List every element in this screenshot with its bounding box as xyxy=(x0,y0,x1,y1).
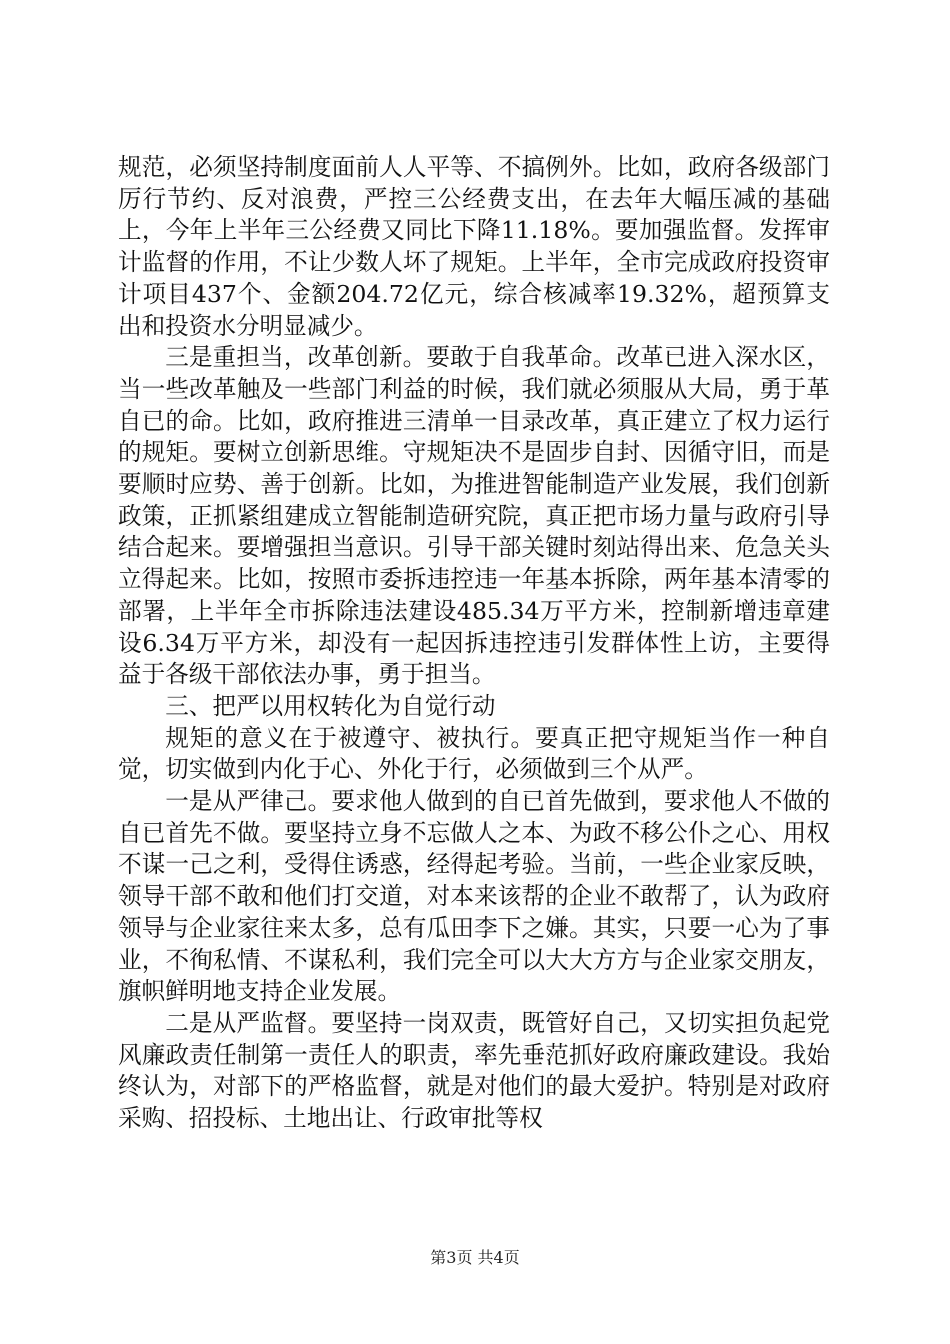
page-number-label: 第3页 共4页 xyxy=(430,1248,520,1267)
page-footer xyxy=(0,1248,950,1268)
paragraph-continued: 规范，必须坚持制度面前人人平等、不搞例外。比如，政府各级部门厉行节约、反对浪费，严控三公经费支出，在去年大幅压减的基础上，今年上半年三公经费又同比下降11.18%。要加强监督。发挥审计监督的作用，不让少数人坏了规矩。上半年，全市完成政府投资审计项目437个、金额204.72亿元，综合核减率19.32%，超预算支出和投资水分明显减少。 xyxy=(118,153,830,340)
paragraph-supervision: 二是从严监督。要坚持一岗双责，既管好自己，又切实担负起党风廉政责任制第一责任人的职责，率先垂范抓好政府廉政建设。我始终认为，对部下的严格监督，就是对他们的最大爱护。特别是对政府采购、招投标、土地出让、行政审批等权 xyxy=(118,1008,830,1133)
document-body xyxy=(118,152,830,1135)
paragraph-self-discipline: 一是从严律己。要求他人做到的自已首先做到，要求他人不做的自已首先不做。要坚持立身不忘做人之本、为政不移公仆之心、用权不谋一己之利，受得住诱惑，经得起考验。当前，一些企业家反映，领导干部不敢和他们打交道，对本来该帮的企业不敢帮了，认为政府领导与企业家往来太多，总有瓜田李下之嫌。其实，只要一心为了事业，不徇私情、不谋私利，我们完全可以大大方方与企业家交朋友，旗帜鲜明地支持企业发展。 xyxy=(118,787,830,1006)
section-heading: 三、把严以用权转化为自觉行动 xyxy=(165,691,496,720)
paragraph-rules-meaning: 规矩的意义在于被遵守、被执行。要真正把守规矩当作一种自觉，切实做到内化于心、外化于行，必须做到三个从严。 xyxy=(118,723,830,784)
paragraph-reform-innovation: 三是重担当，改革创新。要敢于自我革命。改革已进入深水区，当一些改革触及一些部门利益的时候，我们就必须服从大局，勇于革自已的命。比如，政府推进三清单一目录改革，真正建立了权力运行的规矩。要树立创新思维。守规矩决不是固步自封、因循守旧，而是要顺时应势、善于创新。比如，为推进智能制造产业发展，我们创新政策，正抓紧组建成立智能制造研究院，真正把市场力量与政府引导结合起来。要增强担当意识。引导干部关键时刻站得出来、危急关头立得起来。比如，按照市委拆违控违一年基本拆除，两年基本清零的部署，上半年全市拆除违法建设485.34万平方米，控制新增违章建设6.34万平方米，却没有一起因拆违控违引发群体性上访，主要得益于各级干部依法办事，勇于担当。 xyxy=(118,343,830,689)
